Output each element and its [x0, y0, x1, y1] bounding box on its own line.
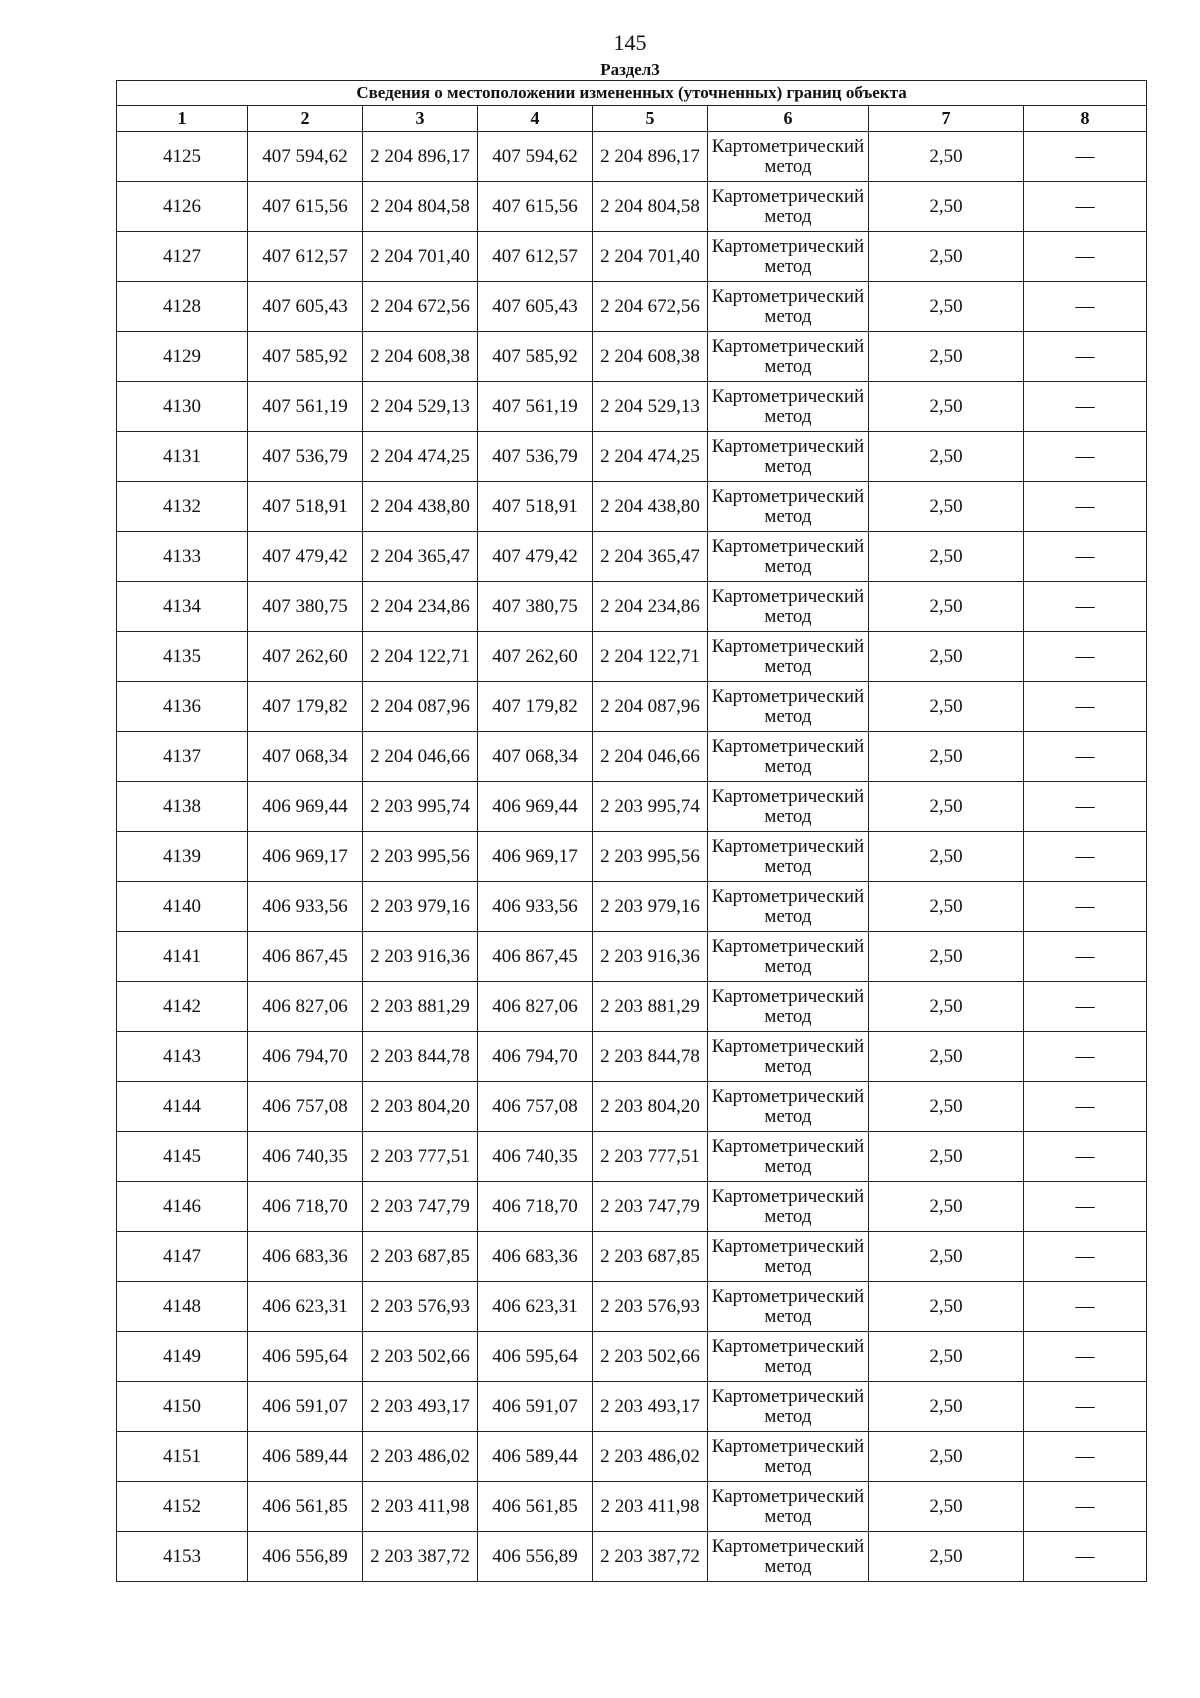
table-row [117, 632, 1147, 682]
y-coordinate-new-cell: 2 204 804,58 [593, 182, 708, 232]
precision-cell: 2,50 [869, 782, 1024, 832]
column-number-row [117, 106, 1147, 132]
x-coordinate-cell: 407 585,92 [248, 332, 363, 382]
y-coordinate-new-cell: 2 203 995,56 [593, 832, 708, 882]
x-coordinate-new-cell: 406 561,85 [478, 1482, 593, 1532]
y-coordinate-new-cell: 2 203 486,02 [593, 1432, 708, 1482]
x-coordinate-new-cell: 407 612,57 [478, 232, 593, 282]
table-row [117, 532, 1147, 582]
precision-cell: 2,50 [869, 1532, 1024, 1582]
point-number-cell: 4150 [117, 1382, 248, 1432]
y-coordinate-new-cell: 2 203 687,85 [593, 1232, 708, 1282]
coordinates-table [116, 80, 1147, 1582]
x-coordinate-new-cell: 407 262,60 [478, 632, 593, 682]
precision-cell: 2,50 [869, 1132, 1024, 1182]
table-row [117, 1482, 1147, 1532]
method-cell: Картометрический метод [708, 132, 869, 182]
x-coordinate-cell: 407 068,34 [248, 732, 363, 782]
x-coordinate-new-cell: 407 068,34 [478, 732, 593, 782]
point-number-cell: 4136 [117, 682, 248, 732]
y-coordinate-cell: 2 203 804,20 [363, 1082, 478, 1132]
y-coordinate-cell: 2 204 608,38 [363, 332, 478, 382]
precision-cell: 2,50 [869, 1382, 1024, 1432]
x-coordinate-new-cell: 406 740,35 [478, 1132, 593, 1182]
y-coordinate-new-cell: 2 203 995,74 [593, 782, 708, 832]
method-cell: Картометрический метод [708, 182, 869, 232]
x-coordinate-cell: 406 933,56 [248, 882, 363, 932]
y-coordinate-cell: 2 204 529,13 [363, 382, 478, 432]
table-row [117, 1032, 1147, 1082]
y-coordinate-new-cell: 2 204 672,56 [593, 282, 708, 332]
table-row [117, 1432, 1147, 1482]
y-coordinate-cell: 2 203 747,79 [363, 1182, 478, 1232]
precision-cell: 2,50 [869, 1482, 1024, 1532]
method-cell: Картометрический метод [708, 1482, 869, 1532]
point-number-cell: 4138 [117, 782, 248, 832]
precision-cell: 2,50 [869, 1032, 1024, 1082]
note-cell: — [1024, 1132, 1147, 1182]
point-number-cell: 4153 [117, 1532, 248, 1582]
note-cell: — [1024, 1282, 1147, 1332]
x-coordinate-new-cell: 407 585,92 [478, 332, 593, 382]
note-cell: — [1024, 882, 1147, 932]
precision-cell: 2,50 [869, 132, 1024, 182]
table-row [117, 732, 1147, 782]
x-coordinate-cell: 407 262,60 [248, 632, 363, 682]
x-coordinate-new-cell: 406 757,08 [478, 1082, 593, 1132]
x-coordinate-new-cell: 406 595,64 [478, 1332, 593, 1382]
y-coordinate-cell: 2 204 046,66 [363, 732, 478, 782]
y-coordinate-new-cell: 2 204 529,13 [593, 382, 708, 432]
y-coordinate-cell: 2 204 365,47 [363, 532, 478, 582]
point-number-cell: 4142 [117, 982, 248, 1032]
precision-cell: 2,50 [869, 182, 1024, 232]
y-coordinate-new-cell: 2 203 576,93 [593, 1282, 708, 1332]
x-coordinate-new-cell: 406 718,70 [478, 1182, 593, 1232]
column-number: 6 [708, 106, 869, 132]
method-cell: Картометрический метод [708, 682, 869, 732]
note-cell: — [1024, 832, 1147, 882]
note-cell: — [1024, 1332, 1147, 1382]
point-number-cell: 4137 [117, 732, 248, 782]
method-cell: Картометрический метод [708, 982, 869, 1032]
point-number-cell: 4131 [117, 432, 248, 482]
column-number: 7 [869, 106, 1024, 132]
column-number: 2 [248, 106, 363, 132]
precision-cell: 2,50 [869, 832, 1024, 882]
y-coordinate-cell: 2 204 438,80 [363, 482, 478, 532]
x-coordinate-cell: 407 561,19 [248, 382, 363, 432]
table-row [117, 882, 1147, 932]
point-number-cell: 4130 [117, 382, 248, 432]
note-cell: — [1024, 732, 1147, 782]
point-number-cell: 4133 [117, 532, 248, 582]
method-cell: Картометрический метод [708, 1132, 869, 1182]
x-coordinate-cell: 407 380,75 [248, 582, 363, 632]
precision-cell: 2,50 [869, 532, 1024, 582]
column-number: 1 [117, 106, 248, 132]
x-coordinate-new-cell: 407 179,82 [478, 682, 593, 732]
y-coordinate-cell: 2 203 916,36 [363, 932, 478, 982]
point-number-cell: 4139 [117, 832, 248, 882]
precision-cell: 2,50 [869, 1182, 1024, 1232]
method-cell: Картометрический метод [708, 432, 869, 482]
method-cell: Картометрический метод [708, 282, 869, 332]
method-cell: Картометрический метод [708, 1082, 869, 1132]
point-number-cell: 4143 [117, 1032, 248, 1082]
precision-cell: 2,50 [869, 682, 1024, 732]
x-coordinate-cell: 406 969,44 [248, 782, 363, 832]
table-row [117, 1182, 1147, 1232]
table-row [117, 282, 1147, 332]
table-row [117, 132, 1147, 182]
x-coordinate-new-cell: 406 589,44 [478, 1432, 593, 1482]
x-coordinate-cell: 407 612,57 [248, 232, 363, 282]
y-coordinate-cell: 2 203 995,56 [363, 832, 478, 882]
y-coordinate-cell: 2 203 493,17 [363, 1382, 478, 1432]
y-coordinate-new-cell: 2 203 747,79 [593, 1182, 708, 1232]
y-coordinate-cell: 2 203 411,98 [363, 1482, 478, 1532]
note-cell: — [1024, 232, 1147, 282]
table-row [117, 1232, 1147, 1282]
point-number-cell: 4145 [117, 1132, 248, 1182]
point-number-cell: 4151 [117, 1432, 248, 1482]
note-cell: — [1024, 432, 1147, 482]
note-cell: — [1024, 132, 1147, 182]
x-coordinate-new-cell: 406 683,36 [478, 1232, 593, 1282]
precision-cell: 2,50 [869, 1432, 1024, 1482]
note-cell: — [1024, 682, 1147, 732]
precision-cell: 2,50 [869, 932, 1024, 982]
table-row [117, 932, 1147, 982]
point-number-cell: 4140 [117, 882, 248, 932]
note-cell: — [1024, 1482, 1147, 1532]
x-coordinate-cell: 406 740,35 [248, 1132, 363, 1182]
method-cell: Картометрический метод [708, 1182, 869, 1232]
method-cell: Картометрический метод [708, 1532, 869, 1582]
y-coordinate-new-cell: 2 204 896,17 [593, 132, 708, 182]
y-coordinate-cell: 2 203 387,72 [363, 1532, 478, 1582]
point-number-cell: 4147 [117, 1232, 248, 1282]
y-coordinate-new-cell: 2 203 493,17 [593, 1382, 708, 1432]
x-coordinate-new-cell: 406 969,17 [478, 832, 593, 882]
x-coordinate-new-cell: 406 556,89 [478, 1532, 593, 1582]
x-coordinate-new-cell: 407 615,56 [478, 182, 593, 232]
note-cell: — [1024, 982, 1147, 1032]
x-coordinate-cell: 407 615,56 [248, 182, 363, 232]
table-row [117, 1082, 1147, 1132]
x-coordinate-new-cell: 407 380,75 [478, 582, 593, 632]
x-coordinate-new-cell: 407 536,79 [478, 432, 593, 482]
y-coordinate-new-cell: 2 204 365,47 [593, 532, 708, 582]
x-coordinate-new-cell: 406 827,06 [478, 982, 593, 1032]
point-number-cell: 4152 [117, 1482, 248, 1532]
y-coordinate-new-cell: 2 204 046,66 [593, 732, 708, 782]
x-coordinate-new-cell: 407 479,42 [478, 532, 593, 582]
column-number: 3 [363, 106, 478, 132]
note-cell: — [1024, 582, 1147, 632]
y-coordinate-cell: 2 204 701,40 [363, 232, 478, 282]
method-cell: Картометрический метод [708, 932, 869, 982]
y-coordinate-new-cell: 2 203 387,72 [593, 1532, 708, 1582]
x-coordinate-cell: 406 623,31 [248, 1282, 363, 1332]
y-coordinate-new-cell: 2 204 234,86 [593, 582, 708, 632]
precision-cell: 2,50 [869, 982, 1024, 1032]
precision-cell: 2,50 [869, 882, 1024, 932]
x-coordinate-new-cell: 406 867,45 [478, 932, 593, 982]
table-row [117, 1382, 1147, 1432]
y-coordinate-cell: 2 203 881,29 [363, 982, 478, 1032]
y-coordinate-cell: 2 203 995,74 [363, 782, 478, 832]
method-cell: Картометрический метод [708, 1032, 869, 1082]
method-cell: Картометрический метод [708, 332, 869, 382]
point-number-cell: 4126 [117, 182, 248, 232]
y-coordinate-cell: 2 204 234,86 [363, 582, 478, 632]
y-coordinate-new-cell: 2 203 916,36 [593, 932, 708, 982]
table-row [117, 482, 1147, 532]
point-number-cell: 4125 [117, 132, 248, 182]
table-row [117, 1282, 1147, 1332]
x-coordinate-new-cell: 406 591,07 [478, 1382, 593, 1432]
y-coordinate-new-cell: 2 203 844,78 [593, 1032, 708, 1082]
method-cell: Картометрический метод [708, 382, 869, 432]
method-cell: Картометрический метод [708, 482, 869, 532]
x-coordinate-new-cell: 407 605,43 [478, 282, 593, 332]
point-number-cell: 4129 [117, 332, 248, 382]
table-row [117, 1532, 1147, 1582]
precision-cell: 2,50 [869, 1332, 1024, 1382]
x-coordinate-new-cell: 406 623,31 [478, 1282, 593, 1332]
y-coordinate-cell: 2 204 896,17 [363, 132, 478, 182]
y-coordinate-cell: 2 203 844,78 [363, 1032, 478, 1082]
x-coordinate-cell: 406 556,89 [248, 1532, 363, 1582]
column-number: 8 [1024, 106, 1147, 132]
precision-cell: 2,50 [869, 282, 1024, 332]
note-cell: — [1024, 382, 1147, 432]
note-cell: — [1024, 1182, 1147, 1232]
y-coordinate-cell: 2 204 087,96 [363, 682, 478, 732]
precision-cell: 2,50 [869, 232, 1024, 282]
y-coordinate-cell: 2 204 804,58 [363, 182, 478, 232]
method-cell: Картометрический метод [708, 632, 869, 682]
y-coordinate-cell: 2 203 502,66 [363, 1332, 478, 1382]
y-coordinate-new-cell: 2 203 502,66 [593, 1332, 708, 1382]
y-coordinate-cell: 2 203 486,02 [363, 1432, 478, 1482]
method-cell: Картометрический метод [708, 1282, 869, 1332]
method-cell: Картометрический метод [708, 732, 869, 782]
x-coordinate-new-cell: 407 594,62 [478, 132, 593, 182]
x-coordinate-new-cell: 407 518,91 [478, 482, 593, 532]
point-number-cell: 4149 [117, 1332, 248, 1382]
method-cell: Картометрический метод [708, 782, 869, 832]
x-coordinate-cell: 406 794,70 [248, 1032, 363, 1082]
y-coordinate-cell: 2 203 979,16 [363, 882, 478, 932]
y-coordinate-cell: 2 204 672,56 [363, 282, 478, 332]
x-coordinate-cell: 407 594,62 [248, 132, 363, 182]
method-cell: Картометрический метод [708, 1432, 869, 1482]
method-cell: Картометрический метод [708, 882, 869, 932]
method-cell: Картометрический метод [708, 1232, 869, 1282]
x-coordinate-cell: 406 867,45 [248, 932, 363, 982]
y-coordinate-cell: 2 203 576,93 [363, 1282, 478, 1332]
method-cell: Картометрический метод [708, 1382, 869, 1432]
x-coordinate-cell: 406 969,17 [248, 832, 363, 882]
precision-cell: 2,50 [869, 1282, 1024, 1332]
note-cell: — [1024, 332, 1147, 382]
x-coordinate-cell: 406 591,07 [248, 1382, 363, 1432]
table-row [117, 182, 1147, 232]
x-coordinate-cell: 407 605,43 [248, 282, 363, 332]
x-coordinate-cell: 406 595,64 [248, 1332, 363, 1382]
point-number-cell: 4135 [117, 632, 248, 682]
note-cell: — [1024, 282, 1147, 332]
point-number-cell: 4141 [117, 932, 248, 982]
x-coordinate-cell: 406 757,08 [248, 1082, 363, 1132]
table-caption: Сведения о местоположении измененных (уточненных) границ объекта [117, 81, 1147, 106]
x-coordinate-cell: 407 479,42 [248, 532, 363, 582]
precision-cell: 2,50 [869, 1232, 1024, 1282]
precision-cell: 2,50 [869, 732, 1024, 782]
table-row [117, 982, 1147, 1032]
point-number-cell: 4148 [117, 1282, 248, 1332]
x-coordinate-cell: 406 827,06 [248, 982, 363, 1032]
x-coordinate-cell: 407 179,82 [248, 682, 363, 732]
table-row [117, 382, 1147, 432]
note-cell: — [1024, 1232, 1147, 1282]
note-cell: — [1024, 1382, 1147, 1432]
x-coordinate-new-cell: 406 969,44 [478, 782, 593, 832]
x-coordinate-cell: 406 561,85 [248, 1482, 363, 1532]
note-cell: — [1024, 532, 1147, 582]
note-cell: — [1024, 1032, 1147, 1082]
y-coordinate-new-cell: 2 204 122,71 [593, 632, 708, 682]
table-row [117, 782, 1147, 832]
note-cell: — [1024, 932, 1147, 982]
point-number-cell: 4144 [117, 1082, 248, 1132]
precision-cell: 2,50 [869, 382, 1024, 432]
y-coordinate-cell: 2 203 687,85 [363, 1232, 478, 1282]
table-row [117, 432, 1147, 482]
y-coordinate-cell: 2 204 122,71 [363, 632, 478, 682]
method-cell: Картометрический метод [708, 1332, 869, 1382]
y-coordinate-new-cell: 2 203 411,98 [593, 1482, 708, 1532]
y-coordinate-new-cell: 2 204 087,96 [593, 682, 708, 732]
y-coordinate-cell: 2 204 474,25 [363, 432, 478, 482]
point-number-cell: 4146 [117, 1182, 248, 1232]
table-row [117, 832, 1147, 882]
method-cell: Картометрический метод [708, 582, 869, 632]
column-number: 5 [593, 106, 708, 132]
note-cell: — [1024, 182, 1147, 232]
note-cell: — [1024, 1082, 1147, 1132]
x-coordinate-cell: 406 718,70 [248, 1182, 363, 1232]
precision-cell: 2,50 [869, 632, 1024, 682]
x-coordinate-cell: 406 589,44 [248, 1432, 363, 1482]
page-number: 145 [613, 30, 647, 55]
y-coordinate-new-cell: 2 204 438,80 [593, 482, 708, 532]
x-coordinate-cell: 406 683,36 [248, 1232, 363, 1282]
table-body [117, 132, 1147, 1582]
method-cell: Картометрический метод [708, 832, 869, 882]
point-number-cell: 4128 [117, 282, 248, 332]
table-row [117, 1332, 1147, 1382]
point-number-cell: 4132 [117, 482, 248, 532]
x-coordinate-new-cell: 406 933,56 [478, 882, 593, 932]
x-coordinate-cell: 407 518,91 [248, 482, 363, 532]
precision-cell: 2,50 [869, 582, 1024, 632]
precision-cell: 2,50 [869, 1082, 1024, 1132]
method-cell: Картометрический метод [708, 532, 869, 582]
precision-cell: 2,50 [869, 482, 1024, 532]
point-number-cell: 4134 [117, 582, 248, 632]
point-number-cell: 4127 [117, 232, 248, 282]
note-cell: — [1024, 1432, 1147, 1482]
x-coordinate-new-cell: 406 794,70 [478, 1032, 593, 1082]
y-coordinate-new-cell: 2 203 979,16 [593, 882, 708, 932]
y-coordinate-new-cell: 2 204 608,38 [593, 332, 708, 382]
table-row [117, 1132, 1147, 1182]
note-cell: — [1024, 1532, 1147, 1582]
y-coordinate-new-cell: 2 203 777,51 [593, 1132, 708, 1182]
table-row [117, 232, 1147, 282]
table-row [117, 332, 1147, 382]
y-coordinate-new-cell: 2 203 804,20 [593, 1082, 708, 1132]
section-title: Раздел3 [600, 60, 660, 79]
y-coordinate-new-cell: 2 204 701,40 [593, 232, 708, 282]
note-cell: — [1024, 782, 1147, 832]
precision-cell: 2,50 [869, 332, 1024, 382]
column-number: 4 [478, 106, 593, 132]
method-cell: Картометрический метод [708, 232, 869, 282]
x-coordinate-cell: 407 536,79 [248, 432, 363, 482]
note-cell: — [1024, 632, 1147, 682]
table-row [117, 682, 1147, 732]
x-coordinate-new-cell: 407 561,19 [478, 382, 593, 432]
note-cell: — [1024, 482, 1147, 532]
y-coordinate-new-cell: 2 204 474,25 [593, 432, 708, 482]
precision-cell: 2,50 [869, 432, 1024, 482]
y-coordinate-new-cell: 2 203 881,29 [593, 982, 708, 1032]
y-coordinate-cell: 2 203 777,51 [363, 1132, 478, 1182]
table-row [117, 582, 1147, 632]
